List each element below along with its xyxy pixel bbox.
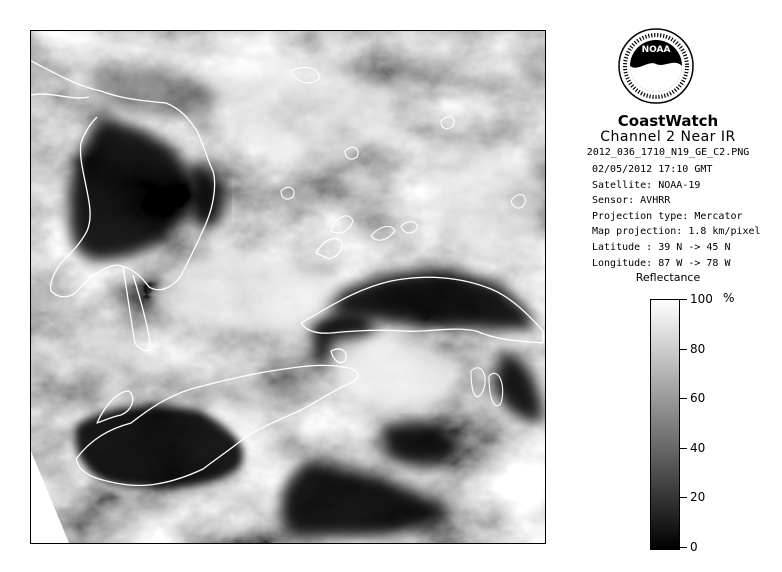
colorbar-tick-label: 40 (690, 441, 706, 455)
info-projection-type: Projection type: Mercator (592, 210, 743, 222)
colorbar-tick (680, 448, 687, 449)
noaa-logo (618, 28, 694, 104)
logo-text: NOAA (641, 45, 671, 55)
colorbar-tick-label: 60 (690, 391, 706, 405)
colorbar-title: Reflectance (635, 271, 701, 284)
colorbar-tick (680, 547, 687, 548)
info-datetime: 02/05/2012 17:10 GMT (592, 164, 713, 175)
colorbar-unit: % (723, 291, 735, 305)
satellite-image (30, 30, 546, 544)
colorbar-tick (680, 299, 687, 300)
colorbar-tick-label: 80 (690, 342, 706, 356)
info-latitude: Latitude : 39 N -> 45 N (592, 241, 731, 253)
file-name: 2012_036_1710_N19_GE_C2.PNG (586, 147, 750, 158)
channel-title: Channel 2 Near IR (600, 129, 736, 145)
colorbar-tick (680, 398, 687, 399)
colorbar (650, 299, 680, 550)
colorbar-tick-label: 20 (690, 490, 706, 504)
colorbar-tick-label: 100 (690, 292, 713, 306)
colorbar-tick (680, 497, 687, 498)
info-satellite: Satellite: NOAA-19 (592, 179, 701, 191)
metadata-list (592, 162, 761, 271)
info-sensor: Sensor: AVHRR (592, 195, 671, 207)
info-map-projection: Map projection: 1.8 km/pixel (592, 226, 761, 238)
colorbar-tick-label: 0 (690, 540, 698, 554)
info-longitude: Longitude: 87 W -> 78 W (592, 257, 731, 269)
colorbar-tick (680, 349, 687, 350)
brand-title: CoastWatch (617, 112, 719, 130)
